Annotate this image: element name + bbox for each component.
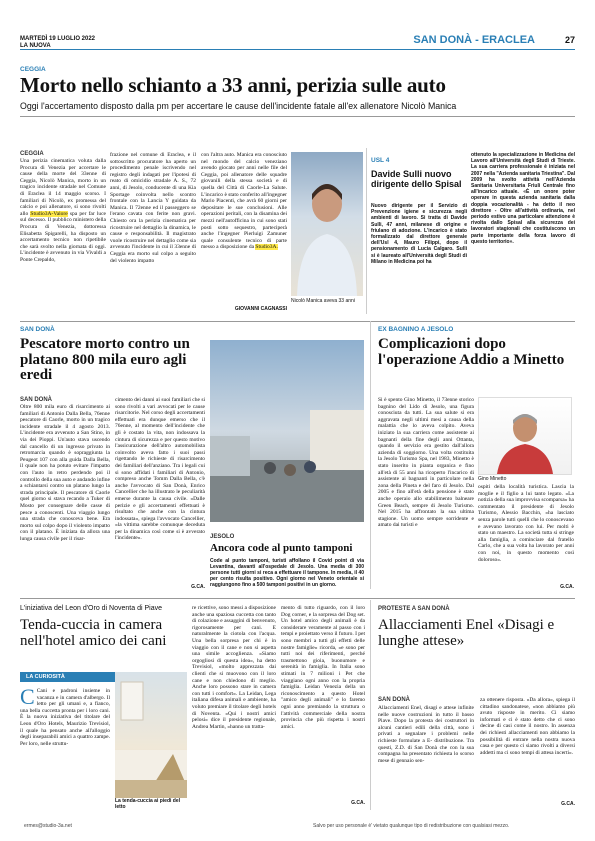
a6-caption: La tenda-cuccia ai piedi del letto (115, 798, 181, 810)
portrait-photo-2 (479, 398, 571, 474)
a1-rule (20, 116, 575, 117)
a6-title: Tenda-cuccia in camera nell'hotel amico dei cani (20, 617, 167, 649)
a6-col1: C Cani e padroni insieme in vacanza e in camera d'albergo. Il letto per gli umani e, a fianco, una bella cuccetta pronta per i loro cani. È la nuova iniziativa del titolare del Leon d'Oro Hotels, Maurizio Trevisiol, il quale ha pensato anche all'alloggio degli inseparabili amici a quattro zampe. Per loro, nelle struttu- (20, 688, 110, 747)
a1-signature: GIOVANNI CAGNASSI (234, 306, 287, 312)
footer-notice: Salvo per uso personale è' vietato qualunque tipo di redistribuzione con qualsiasi mezzo. (313, 823, 510, 829)
a1-kicker: CEGGIA (20, 66, 46, 73)
a6-curiosita-bar (20, 672, 118, 682)
a1-subtitle: Oggi l'accertamento disposto dalla pm per accertare le cause dell'incidente fatale all'ex allenatore Nicolò Manica (20, 101, 457, 111)
footer-email: ermes@studio-3a.net (24, 823, 72, 829)
header-rule (20, 49, 575, 50)
a3-col2: cimento dei danni ai suoi familiari che si sono rivolti a vari avvocati per le cause risarcitorie. Nel corso degli accertamenti effettuati era dunque emerso che il 76enne, al momento dell'incidente che gli è costato la vita, non indossava la cintura di sicurezza e per questo motivo l'assicurazione dell'altro automobilista coinvolto aveva fatto i suoi passi rigettando le richieste di risarcimento dei familiari dell'anziano. Tra i legali cui si sono affidati i familiari di Antonio, compreso anche Tomm Dalla Bella, c'è anche l'avvocato di San Donà, Enrico Cancellier che ha illustrato le peculiarità emerse durante la causa civile. «Dalle perizie e gli accertamenti effettuati è risultato che anche con la cintura indossata», spiega l'avvocato Cancellier, «la vittima sarebbe comunque deceduta per la dinamica così come si è avverato l'incidente». (115, 397, 205, 542)
portrait-photo (291, 152, 363, 296)
a1-photo (291, 152, 363, 296)
section-rule-1 (20, 321, 575, 322)
a6-kicker: L'iniziativa del Leon d'Oro di Noventa di Piave (20, 605, 162, 612)
drop-cap: C (20, 688, 35, 709)
a7-col2: za ottenere risposta. «Da allora», spiega il cittadino sandonatese, «non abbiamo più avuto risposte in merito. Ci siamo informati e ci è stato detto che ci sono decine di casi come il nostro. In assenza dei richiesti allacciamenti non abbiamo la possibilità di entrare nella nostra nuova casa e per questo ci siamo rivolti a diversi addetti ma ci sono tempi di attesa incerti». (480, 697, 575, 756)
a4-kicker: JESOLO (210, 534, 235, 540)
a2-title: Davide Sulli nuovo dirigente dello Spisal (371, 169, 462, 189)
a6-signature: G.CA. (351, 800, 365, 806)
a3-kicker: SAN DONÀ (20, 326, 55, 333)
highlighted-text-2: Studio3A. (255, 244, 278, 251)
a1-title: Morto nello schianto a 33 anni, perizia sulle auto (20, 73, 446, 97)
a5-col2: ospiti della località turistica. Lascia la moglie e il figlio a lui tanto legato. «La notizia della sua improvvisa scomparsa» ha commentato il presidente di Jesolo Turismo, Alessio Bacchin, «ha lasciato senza parole tutti quelli che lo conoscevano e avevano lavorato con lui. Per molti è stato un maestro. La società tutta si stringe alla famiglia, a cominciare dal fratello Carlo, che a sua volta ha lavorato per anni con noi, in questo momento così doloroso». (478, 484, 574, 563)
a5-caption: Gino Minetto (478, 476, 507, 482)
a7-byline: SAN DONÀ (378, 697, 411, 703)
a5-col1: Si è spento Gino Minetto, il 73enne storico bagnino del Lido di Jesolo, una figura conosciuta da tutti. La sua salute si era aggravata negli ultimi mesi a causa della malattia che lo aveva colpito. Aveva iniziato la sua carriera come assistente ai bagnanti della fine degli anni Ottanta, quando il servizio era gestito dall'allora azienda di soggiorno. Una volta costituita la Jesolo Turismo Spa, nel 1983, Minetto è stato inserito in pianta organica e fino all'età di 55 anni ha ricoperto l'incarico di assistente ai bagnanti in particolare nella zona della Pineta e del faro di Jesolo. Dal 2005 e fino all'età della pensione è stato anche operaio allo stabilimento balneare Green Beach, sempre di Jesolo Turismo. Nel 2015 ha affrontato la sua ultima stagione. Un uomo sempre sorridente e amato dai turisti e (378, 397, 474, 529)
a7-col1: Allacciamenti Enel, disagi e attese infinite nelle nuove costruzioni in tutto il basso Piave. Dopo la protesta dei costruttori in alcuni cantieri edili della città, sono i privati a segnalare i problemi nelle richieste formulate a E- distribuzione. Tra questi, Z.D. di San Donà che con la sua compagna ha presentato richiesta lo scorso mese di gennaio sen- (378, 705, 474, 764)
a6-col3: mento di tutto riguardo, con il loro Dog corner, e la sorpresa del Dog set. Un hotel amico degli animali è da considerare veramente al passo con i tempi e proiettato verso il futuro. I pet sono membri a tutti gli effetti delle nostre famiglie» ricorda, «e sono per tutti noi dei riferimenti, perché trasmettono gioia, buonumore e serenità in famiglia. In Italia sono stimati in 7 milioni i Pet che viaggiano ogni anno con la propria famiglia. Leidan Venezia della un riconoscimento a questo Hotel "amico degli animali" e lo faremo ogni anno premiando la struttura o l'attività commerciale della nostra provincia che più rispetta i nostri amici. (281, 605, 365, 730)
a1-byline: CEGGIA (20, 151, 44, 157)
a3-title: Pescatore morto contro un platano 800 mila euro agli eredi (20, 336, 190, 383)
a4-photo (210, 340, 364, 522)
page-number: 27 (564, 35, 575, 45)
a7-kicker: PROTESTE A SAN DONÀ (378, 606, 450, 612)
a4-text: Code al punto tamponi, turisti affollano il Covid point di via Levantina, davanti all'ospedale di Jesolo. Una media di 300 persone tutti giorni si reca a effettuare il tampone. In media, il 40 per cento risulta positivo. Ogni giorno nel Veneto orientale si raggiungono fino a 500 tamponi positivi in un giorno. (210, 558, 364, 588)
a7-signature: G.CA. (561, 801, 575, 807)
a2-col1: Nuovo dirigente per il Servizio di Prevenzione igiene e sicurezza negli ambienti di lavoro. Si tratta di Davide Sulli, 47 anni, milanese di origine e friulano di adozione. L'incarico è stato formalizzato dal direttore generale dell'Usl 4, Mauro Filippi, dopo il pensionamento di Lucia Calgaro. Sulli si è laureato all'Università degli Studi di Milano in Medicina poi ha (371, 203, 467, 265)
a6-photo (115, 672, 187, 798)
vertical-divider-3 (370, 600, 371, 810)
a5-signature: G.CA. (560, 584, 574, 590)
a7-title: Allacciamenti Enel «Disagi e lunghe attese» (378, 617, 555, 649)
section-title: SAN DONÀ - ERACLEA (413, 34, 535, 46)
vertical-divider (366, 148, 367, 314)
a3-col1: Oltre 800 mila euro di risarcimento ai familiari di Antonio Dalla Bella, 76enne pescatore di Caorle, morto in un tragico incidente stradale il 4 agosto 2013. L'incidente era avvenuto a San Stino, in via dei Pioppi. Un'auto stava uscendo dal cancello di un ingresso privato in retromarcia quando è sopraggiunta la Peugeot 107 con alla guida Dalla Bella, il quale non ha potuto evitare l'impatto con l'auto in retro perdendo poi il controllo della sua auto e andando infine a schiantarsi contro un platano lungo la strada principale. Il pescatore di Caorle quel giorno si stava recando a Tuker di Mosto per consegnare delle casse di pesce a conoscenti. Una viaggio lungo una strada che conosceva bene. Era morto sul colpo dopo il violento impatto con il platano. È iniziata da allora una lunga causa civile per il risar- (20, 404, 110, 542)
a1-caption: Nicolò Manica aveva 33 anni (291, 298, 355, 304)
a3-signature: G.CA. (191, 584, 205, 590)
highlighted-text: Studio3A-Valore (30, 210, 68, 217)
a1-col3: con l'altra auto. Manica era conosciuto nel mondo del calcio veneziano avendo giocato per anni nelle file del Ceggia, poi allenatore delle squadre giovanili della stessa società e di quella del Città di Caorle-La Salute. L'incarico è stato conferito all'ingegner Mario Piacenti, che avrà 60 giorni per depositare le sue conclusioni. Alle operazioni peritali, con la disamina dei mezzi nell'autofficina in cui sono stati posti sotto sequestro, parteciperà anche l'ingegner Pierluigi Zamuner quale consulente tecnico di parte messo a disposizione da Studio3A. (201, 152, 287, 251)
a5-title: Complicazioni dopo l'operazione Addio a Minetto (378, 336, 565, 368)
a4-title: Ancora code al punto tamponi (210, 542, 353, 554)
a6-col2: re ricettive, sono messi a disposizione anche una spaziosa cuccetta con tanto di colazione e assaggini di benvenuto, rigorosamente per cani. E naturalmente la ciotola con l'acqua. Una bella sorpresa per chi è in viaggio con il cane e non si aspetta una simile accoglienza. «Siamo orgogliosi di questa idea», ha detto Trevisiol, «molto apprezzata dai clienti che si muovono con il loro cane e non chiedono di meglio. Anche loro possono stare in camera con tutti i comfort». La Leidan, Lega italiana difesa animali e ambiente, ha voluto premiare il titolare degli hotels di Noventa. «Qui i nostri amici pelosi» dice il presidente regionale, Andrea Martin, «hanno un tratta- (192, 605, 276, 730)
a3-byline: SAN DONÀ (20, 397, 53, 403)
a2-col2: ottenuto la specializzazione in Medicina del Lavoro all'Università degli Studi di Trieste. La sua carriera professionale è iniziata nel 2007 nella "Azienda sanitaria Triestina". Dal 2009 ha svolto attività nell'Azienda Sanitaria Universitaria Friuli Centrale fino all'incarico attuale. «È un onore poter operare in questa azienda sanitaria dalla doppia vocazionalità - ha detto il neo direttore - Oltre all'attività ordinaria, nel periodo estivo una particolare attenzione è rivolta dallo Spisal alla sicurezza dei lavoratori stagionali che costituiscono un parte importante della forza lavoro di questo territorio». (471, 152, 575, 245)
a5-kicker: EX BAGNINO A JESOLO (378, 326, 454, 333)
issue-date: MARTEDÌ 19 LUGLIO 2022 LA NUOVA (20, 36, 96, 49)
a1-col2: frazione nel comune di Eraclea, e il sottoscritto procuratore ha aperto un procedimento penale iscrivendo nel registro degli indagati per l'ipotesi di reato di omicidio stradale A. S., 72 anni, di Jesolo, conducente di una Kia Sportage coinvolta nello scontro frontale con la Lancia Y guidata da Manica. Il 72enne ed il passeggero se l'erano cavata con ferite non gravi. Chiesto ora la perizia cinematica per ricostruire nel dettaglio la dinamica, le cause e responsabilità. Il magistrato vuole ricostruire nel dettaglio come sia avvenuto l'incidente in cui il 33enne di Ceggia era morto sul colpo a seguito del violento impatto (110, 152, 196, 264)
section-rule-2 (20, 598, 575, 599)
hotel-room-photo (115, 672, 187, 798)
covid-point-photo (210, 340, 364, 522)
vertical-divider-2 (370, 321, 371, 589)
a1-col1: Una perizia cinematica voluta dalla Procura di Venezia per accertare le cause della morte del 33enne di Ceggia, Nicolò Manica, morto in un tragico incidente stradale nel Comune di Eraclea il 14 maggio scorso. I familiari di Nicolò, ex promessa del calcio e poi allenatore, si sono rivolti allo Studio3A-Valore spa per far luce sul decesso. Il pubblico ministero della Procura di Venezia, dottoressa Elisabetta Spigarelli, ha disposto un accertamento tecnico non ripetibile che sarà svolto nella giornata di oggi. L'incidente è avvenuto in via Vivaldi a Ponte Crepaldo, (20, 158, 106, 263)
a2-kicker: USL 4 (371, 157, 390, 164)
a6-curiosita-label: LA CURIOSITÀ (26, 674, 65, 680)
a5-photo (478, 397, 572, 475)
